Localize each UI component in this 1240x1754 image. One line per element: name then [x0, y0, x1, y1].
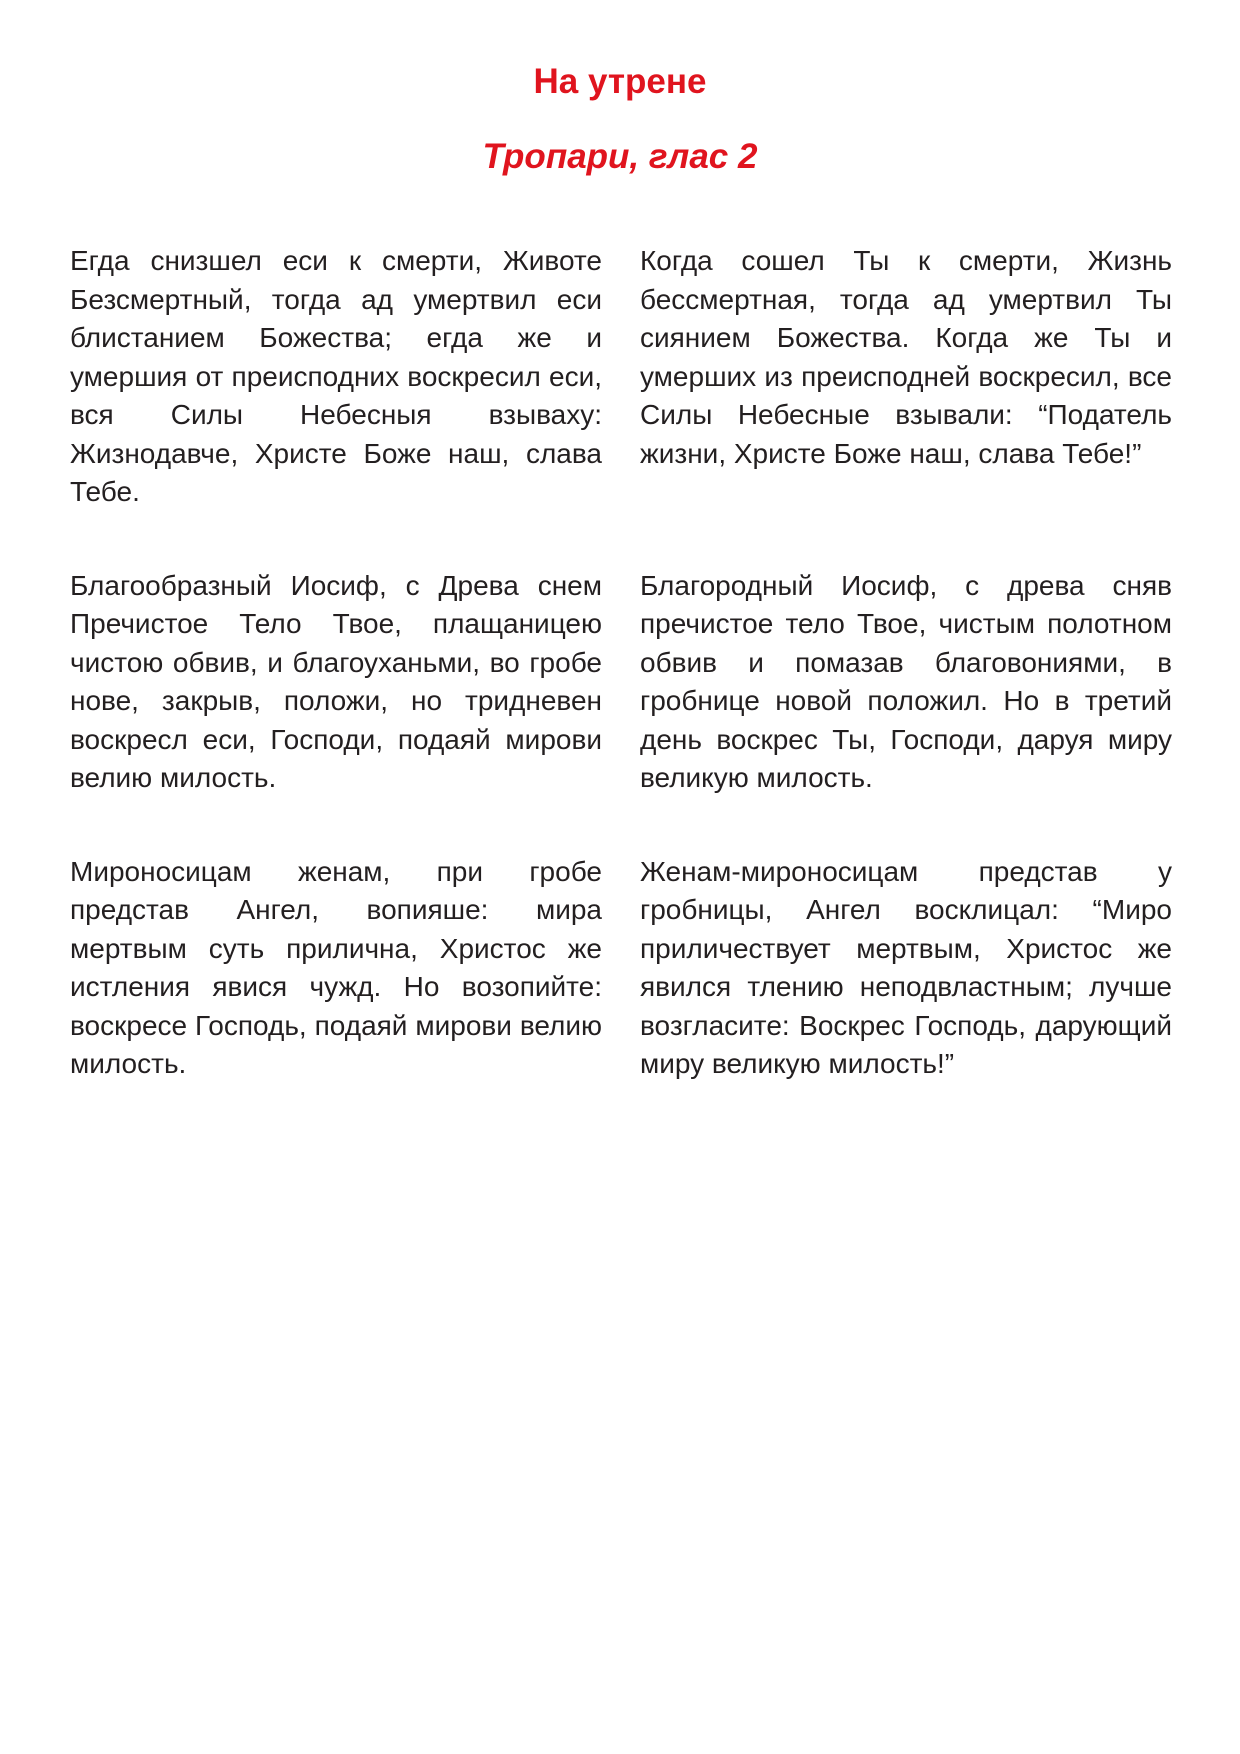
troparion-original-text: Благообразный Иосиф, с Древа снем Пречистое Тело Твое, плащаницею чистою обвив, и благоуханьми, во гробе нове, закрыв, положи, но тридневен воскресл еси, Господи, подаяй мирови велию милость.	[70, 569, 602, 793]
troparia-columns	[70, 242, 1172, 1139]
troparion-original-text: Мироносицам женам, при гробе представ Ангел, вопияше: мира мертвым суть прилична, Христос же истления явися чужд. Но возопийте: воскресе Господь, подаяй мирови велию милость.	[70, 855, 602, 1079]
page-subtitle: Тропари, глас 2	[482, 137, 758, 176]
troparion-translation-text: Когда сошел Ты к смерти, Жизнь бессмертная, тогда ад умертвил Ты сиянием Божества. Когда же Ты и умерших из преисподней воскресил, все Силы Небесные взывали: “Податель жизни, Христе Боже наш, слава Тебе!”	[640, 245, 1172, 469]
page-title: На утрене	[533, 62, 707, 101]
troparion-translation-text: Женам-мироносицам представ у гробницы, Ангел восклицал: “Миро приличествует мертвым, Христос же явился тлению неподвластным; лучше возгласите: Воскрес Господь, дарующий миру великую милость!”	[640, 855, 1172, 1079]
troparion-translation-text: Благородный Иосиф, с древа сняв пречистое тело Твое, чистым полотном обвив и помазав благовониями, в гробнице новой положил. Но в третий день воскрес Ты, Господи, даруя миру великую милость.	[640, 569, 1172, 793]
troparion-row	[70, 567, 1172, 798]
troparion-row	[70, 242, 1172, 512]
troparion-original-text: Егда снизшел еси к смерти, Животе Безсмертный, тогда ад умертвил еси блистанием Божества; егда же и умершия от преисподних воскресил еси, вся Силы Небесныя взываху: Жизнодавче, Христе Боже наш, слава Тебе.	[70, 245, 602, 507]
troparion-row	[70, 853, 1172, 1084]
